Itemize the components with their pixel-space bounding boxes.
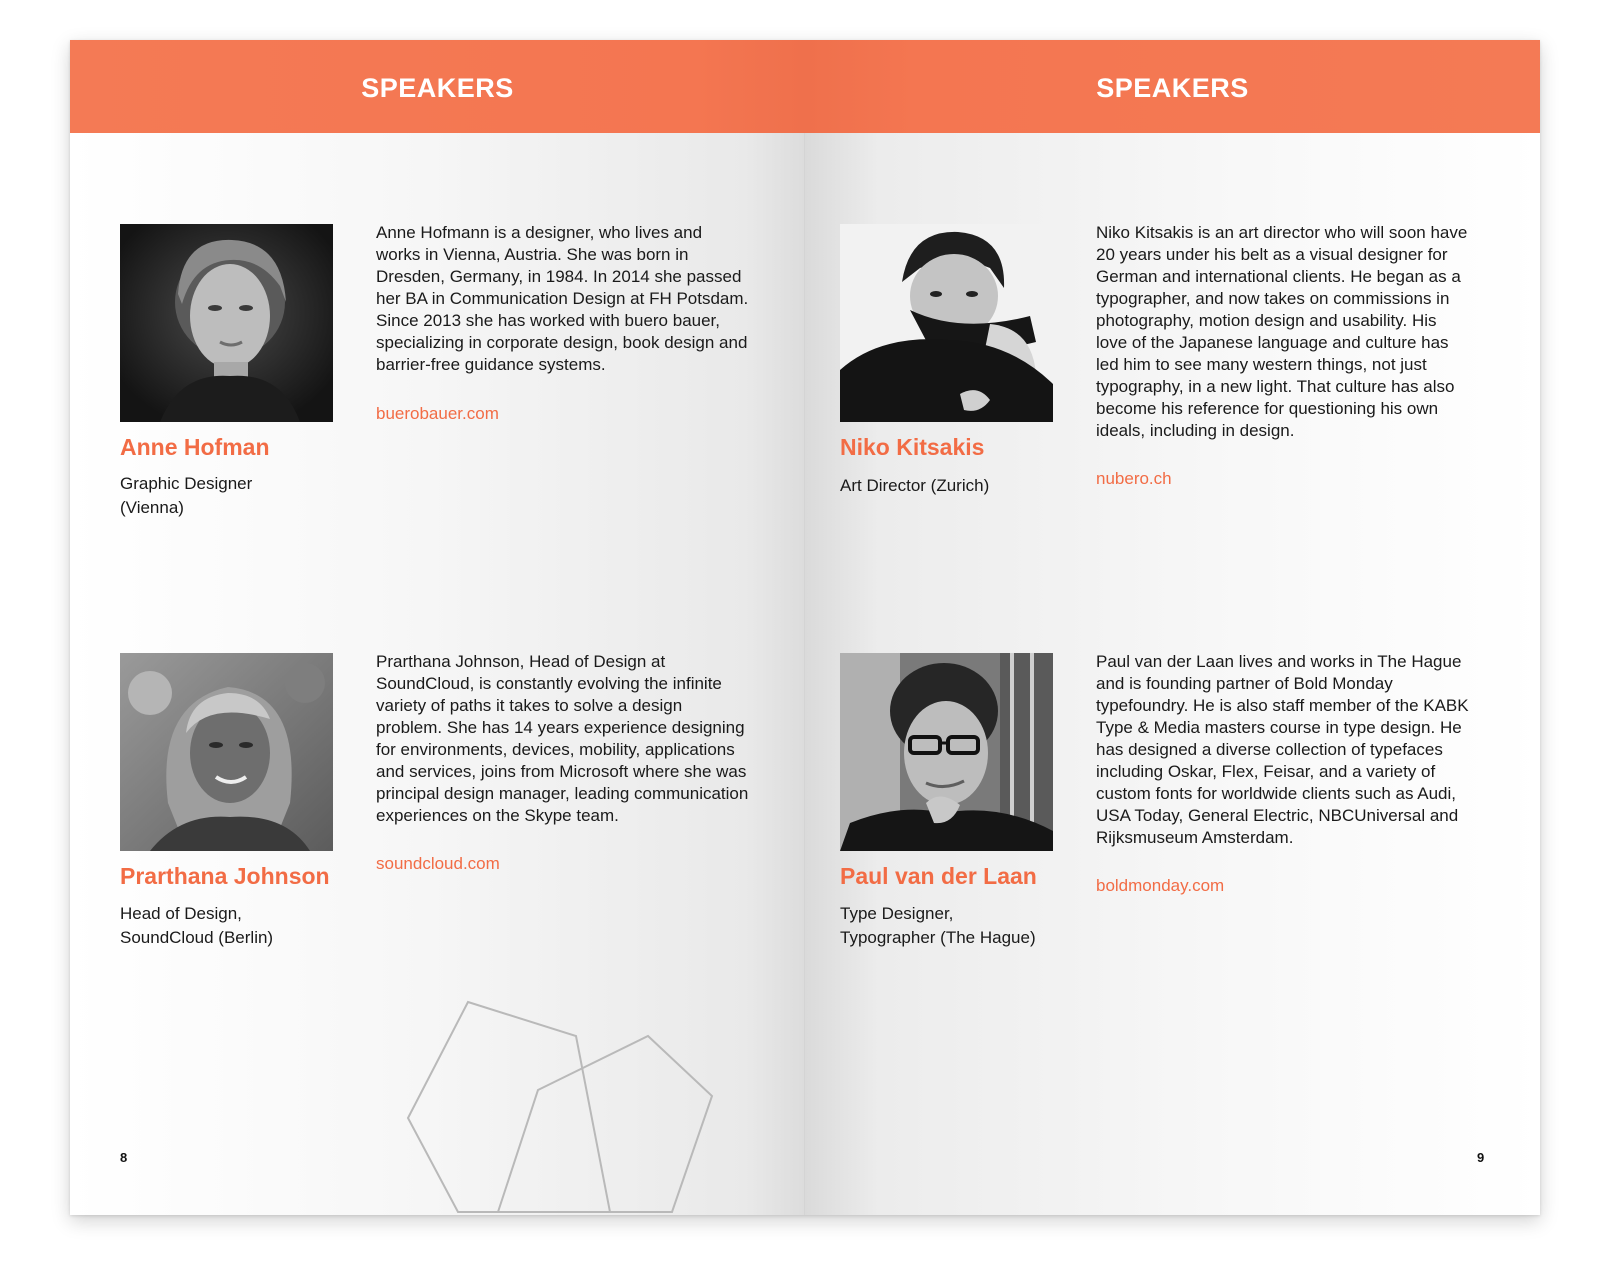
pentagon-outline-decoration: [400, 1000, 720, 1215]
speaker-website-link[interactable]: nubero.ch: [1096, 469, 1172, 488]
speaker-role: Head of Design, SoundCloud (Berlin): [120, 904, 274, 947]
speaker-role: Graphic Designer (Vienna): [120, 474, 253, 517]
speaker-photo-anne-hofman: [120, 224, 333, 422]
speaker-website-link[interactable]: soundcloud.com: [376, 854, 500, 873]
left-header-bar: [70, 40, 805, 133]
left-page: [70, 40, 805, 1215]
right-header-title: SPEAKERS: [1096, 73, 1249, 103]
right-header-bar: [805, 40, 1540, 133]
speaker-bio: Niko Kitsakis is an art director who will soon have 20 years under his belt as a visual designer for German and international clients. He began as a typographer, and now takes on commissions in photography, motion design and usability. His love of the Japanese language and culture has led him to see many western things, not just typography, in a new light. That culture has also become his reference for questioning his own ideals, including in design.: [1096, 223, 1468, 440]
speaker-role: Art Director (Zurich): [840, 476, 990, 495]
speaker-role: Type Designer, Typographer (The Hague): [840, 904, 1036, 947]
speaker-name: Paul van der Laan: [840, 863, 1037, 889]
right-page: [805, 40, 1540, 1215]
speaker-name: Anne Hofman: [120, 434, 270, 460]
speaker-name: Prarthana Johnson: [120, 863, 330, 889]
speaker-bio: Paul van der Laan lives and works in The Hague and is founding partner of Bold Monday typefoundry. He is also staff member of the KABK Type & Media masters course in type design. He has designed a diverse collection of typefaces including Oskar, Flex, Feisar, and a variety of custom fonts for worldwide clients such as Audi, USA Today, General Electric, NBCUniversal and Rijksmuseum Amsterdam.: [1096, 652, 1469, 847]
brochure-spread: [70, 40, 1540, 1215]
speaker-photo-paul-van-der-laan: [840, 653, 1053, 851]
speaker-photo-prarthana-johnson: [120, 653, 333, 851]
speaker-bio: Anne Hofmann is a designer, who lives and works in Vienna, Austria. She was born in Dresden, Germany, in 1984. In 2014 she passed her BA in Communication Design at FH Potsdam. Since 2013 she has worked with buero bauer, specializing in corporate design, book design and barrier-free guidance systems.: [376, 223, 749, 374]
speaker-website-link[interactable]: boldmonday.com: [1096, 876, 1225, 895]
left-header-title: SPEAKERS: [361, 73, 514, 103]
speaker-bio: Prarthana Johnson, Head of Design at SoundCloud, is constantly evolving the infinite variety of paths it takes to solve a design problem. She has 14 years experience designing for environments, devices, mobility, applications and services, joins from Microsoft where she was principal design manager, leading communication experiences on the Skype team.: [376, 652, 749, 825]
speaker-name: Niko Kitsakis: [840, 434, 985, 460]
speaker-website-link[interactable]: buerobauer.com: [376, 404, 499, 423]
page-number-right: 9: [1477, 1150, 1485, 1165]
speaker-photo-niko-kitsakis: [840, 224, 1053, 422]
page-number-left: 8: [120, 1150, 128, 1165]
